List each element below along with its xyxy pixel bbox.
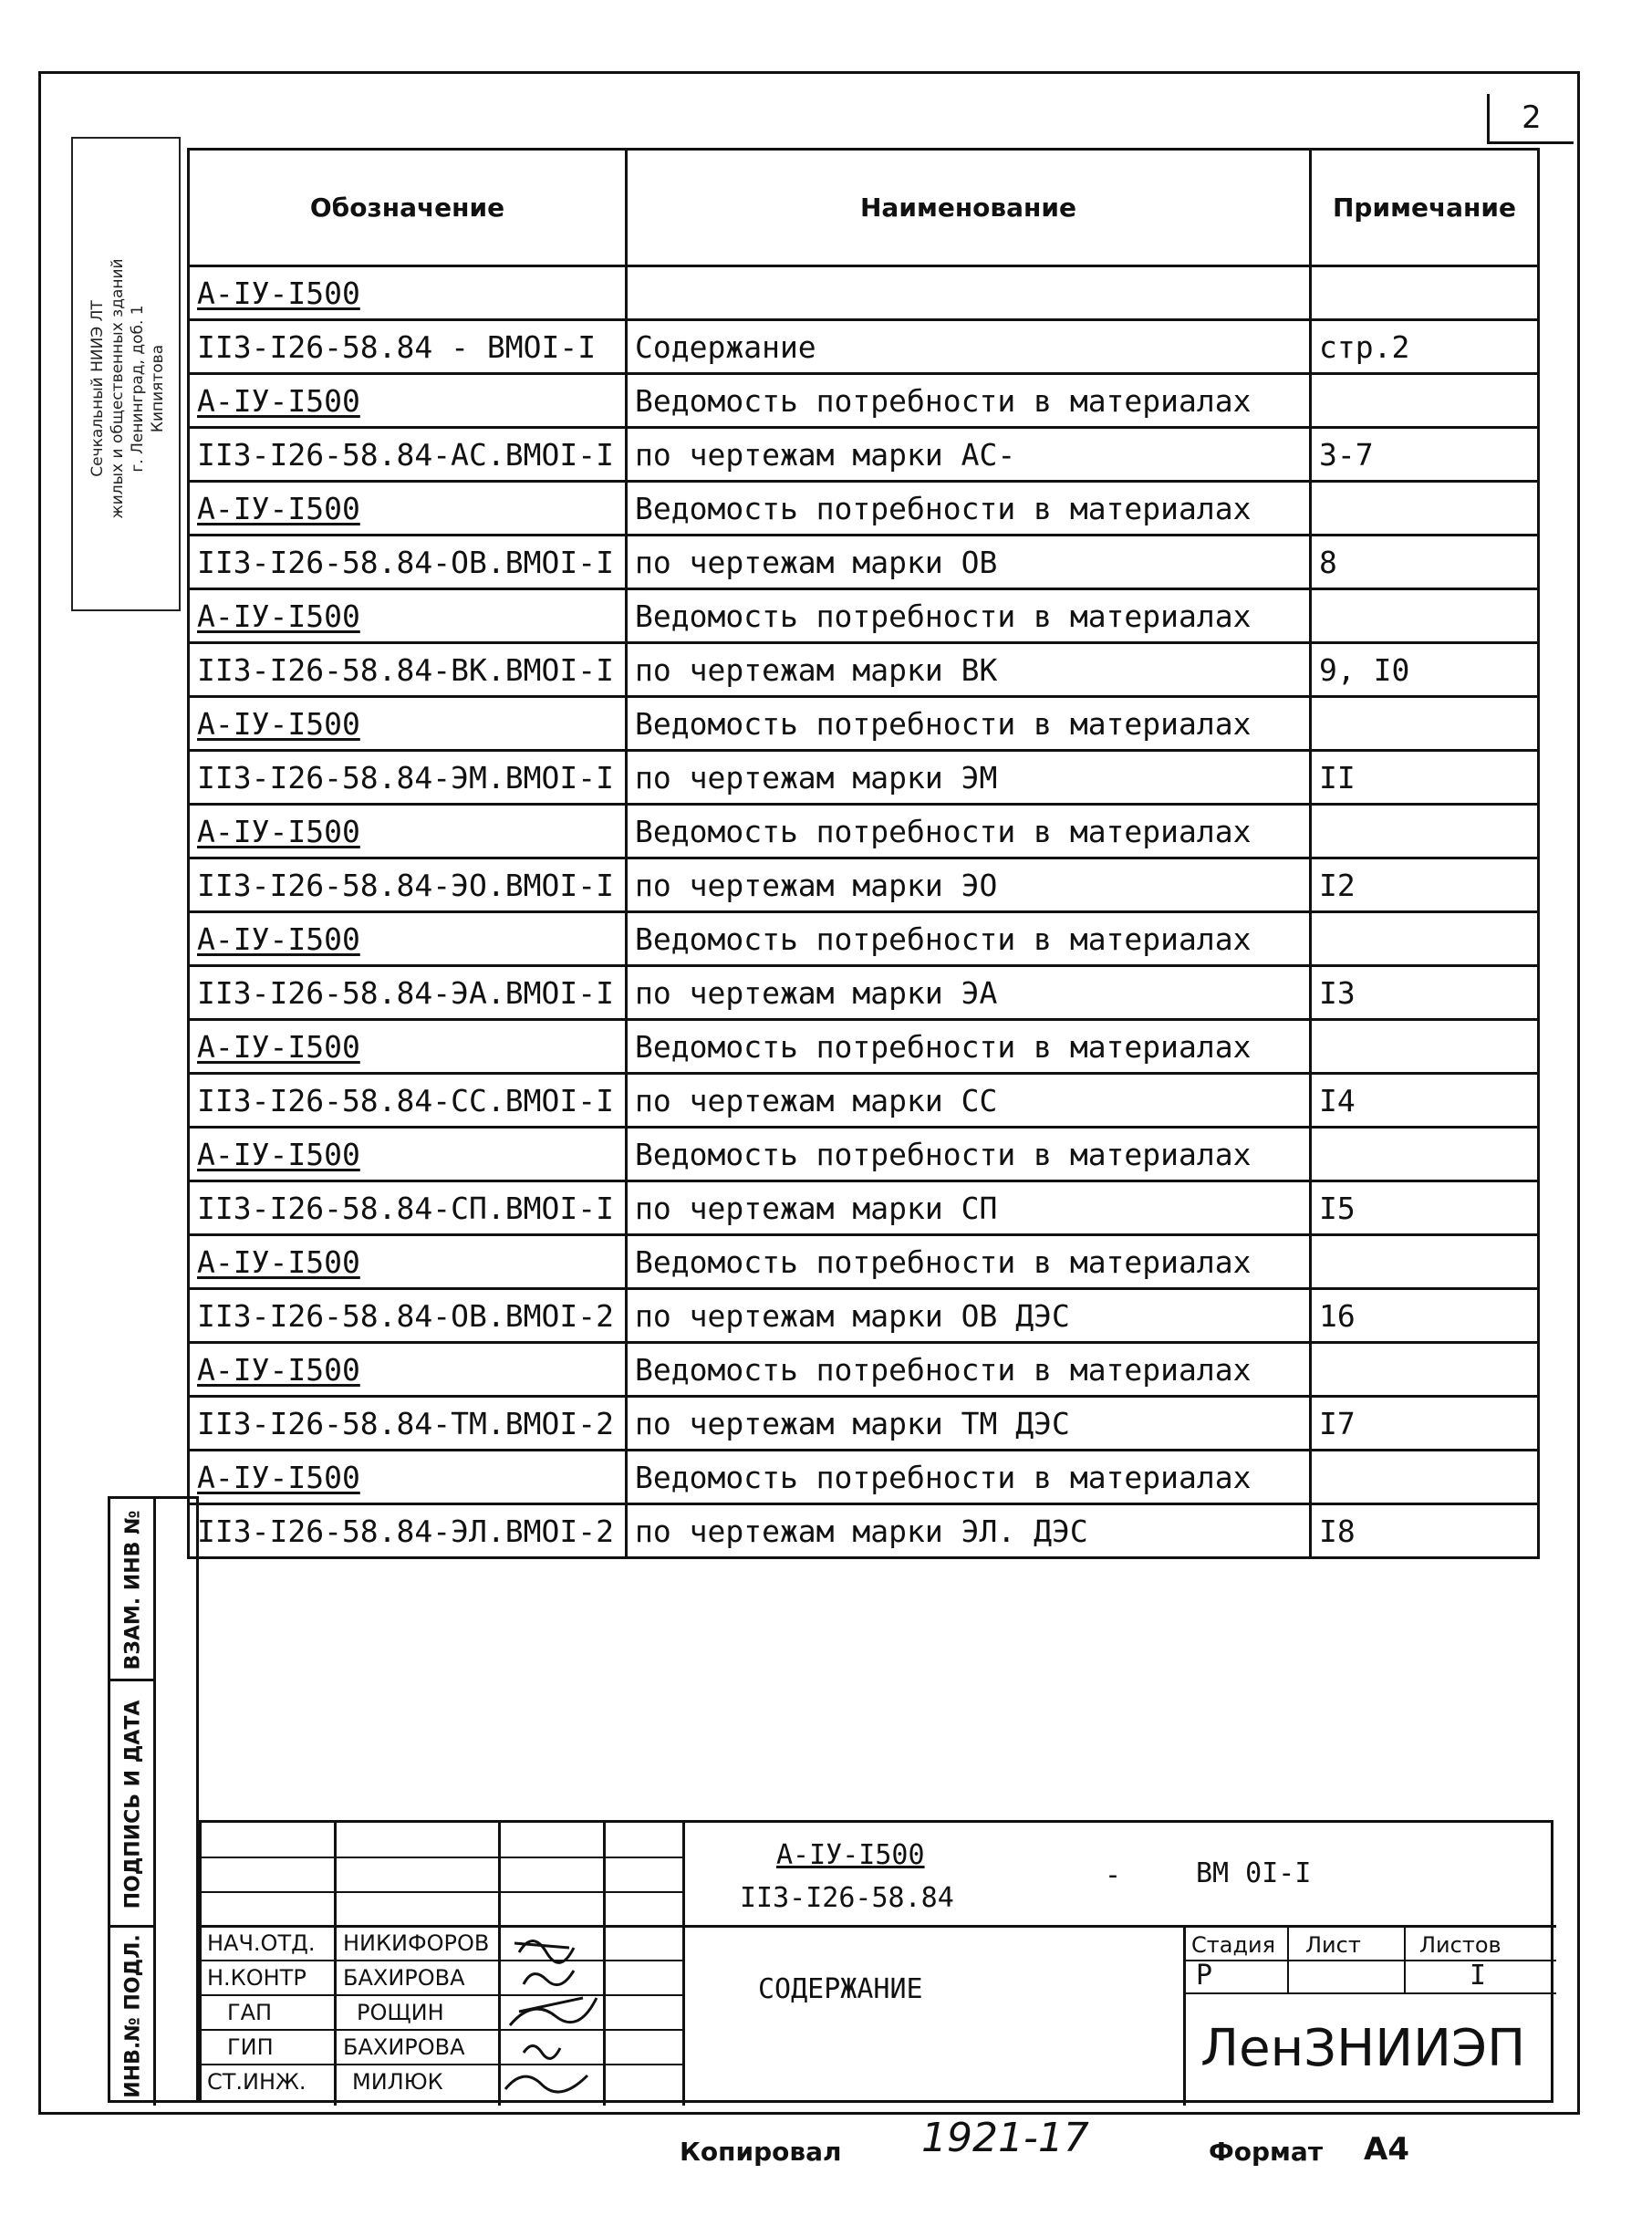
row-code-text: А-IУ-I500: [197, 705, 360, 742]
person-name: НИКИФОРОВ: [343, 1930, 490, 1956]
tb-dash: -: [1105, 1859, 1122, 1891]
row-name-text: по чертежам марки СС: [635, 1082, 998, 1118]
table-row: [189, 1235, 1539, 1289]
row-code: [189, 805, 627, 858]
row-code: [189, 1451, 627, 1504]
tb-sheet-label: Лист: [1305, 1932, 1361, 1958]
tb-sheets-label: Листов: [1419, 1932, 1501, 1958]
header-designation: Обозначение: [189, 150, 627, 266]
row-name-text: по чертежам марки СП: [635, 1190, 998, 1226]
row-code-text: А-IУ-I500: [197, 813, 360, 849]
role-label: НАЧ.ОТД.: [207, 1930, 316, 1956]
table-row: [189, 966, 1539, 1020]
tb-stage-value: Р: [1196, 1960, 1213, 1992]
row-code: [189, 482, 627, 536]
row-code: [189, 858, 627, 912]
row-code-text: А-IУ-I500: [197, 1243, 360, 1280]
format-label: Формат: [1209, 2137, 1324, 2167]
row-note: [1311, 1397, 1539, 1451]
row-name: [627, 643, 1311, 697]
row-name-text: по чертежам марки АС-: [635, 436, 1016, 473]
row-name-text: Ведомость потребности в материалах: [635, 1459, 1252, 1495]
table-row: [189, 374, 1539, 428]
table-row: [189, 536, 1539, 589]
row-note: [1311, 1020, 1539, 1074]
row-name-text: Ведомость потребности в материалах: [635, 1136, 1252, 1172]
row-code: [189, 428, 627, 482]
row-note-text: 9, I0: [1319, 651, 1410, 688]
table-row: [189, 266, 1539, 320]
table-row: [189, 1181, 1539, 1235]
row-name: [627, 266, 1311, 320]
row-code: [189, 1343, 627, 1397]
table-row: [189, 1451, 1539, 1504]
row-code-text: А-IУ-I500: [197, 275, 360, 311]
row-code-text: А-IУ-I500: [197, 1136, 360, 1172]
row-name-text: по чертежам марки ВК: [635, 651, 998, 688]
person-name: РОЩИН: [357, 2000, 444, 2025]
row-name: [627, 1235, 1311, 1289]
org-name: ЛенЗНИИЭП: [1200, 2019, 1526, 2078]
row-name-text: по чертежам марки ЭЛ. ДЭС: [635, 1513, 1088, 1549]
row-note: [1311, 1181, 1539, 1235]
row-name-text: Ведомость потребности в материалах: [635, 1028, 1252, 1065]
row-name: [627, 1289, 1311, 1343]
signature-mark: [505, 2075, 587, 2092]
row-code-text: А-IУ-I500: [197, 1459, 360, 1495]
archive-stamp: [71, 137, 181, 611]
row-note-text: I7: [1319, 1405, 1356, 1441]
row-name-text: по чертежам марки ОВ ДЭС: [635, 1297, 1070, 1334]
table-row: [189, 697, 1539, 751]
row-note-text: II: [1319, 759, 1356, 796]
row-name-text: Ведомость потребности в материалах: [635, 598, 1252, 634]
row-note: [1311, 320, 1539, 374]
tb-title: СОДЕРЖАНИЕ: [758, 1973, 923, 2005]
row-name: [627, 589, 1311, 643]
row-note-text: I5: [1319, 1190, 1356, 1226]
row-name: [627, 751, 1311, 805]
row-name-text: по чертежам марки ЭО: [635, 867, 998, 903]
row-code: [189, 697, 627, 751]
row-code: [189, 751, 627, 805]
row-code: [189, 1128, 627, 1181]
handwritten-number: 1921-17: [921, 2115, 1089, 2161]
row-code-text: II3-I26-58.84-BK.BMOI-I: [197, 651, 614, 688]
table-row: [189, 643, 1539, 697]
row-name: [627, 858, 1311, 912]
row-code: [189, 266, 627, 320]
row-code-text: А-IУ-I500: [197, 598, 360, 634]
row-note-text: I4: [1319, 1082, 1356, 1118]
row-code-text: А-IУ-I500: [197, 921, 360, 957]
row-name: [627, 1020, 1311, 1074]
row-code-text: А-IУ-I500: [197, 1351, 360, 1388]
table-row: [189, 1504, 1539, 1558]
row-code-text: II3-I26-58.84-ЭЛ.BMOI-2: [197, 1513, 614, 1549]
table-row: [189, 1289, 1539, 1343]
role-label: Н.КОНТР: [207, 1965, 307, 1991]
row-note: [1311, 266, 1539, 320]
sheet-number: 2: [1487, 94, 1574, 144]
row-note-text: 3-7: [1319, 436, 1374, 473]
row-note-text: I8: [1319, 1513, 1356, 1549]
row-note: [1311, 805, 1539, 858]
row-note-text: 8: [1319, 544, 1337, 580]
row-code: [189, 1181, 627, 1235]
row-code: [189, 589, 627, 643]
table-row: [189, 1020, 1539, 1074]
row-code-text: II3-I26-58.84-TM.BMOI-2: [197, 1405, 614, 1441]
row-name: [627, 428, 1311, 482]
row-note: [1311, 536, 1539, 589]
row-code-text: II3-I26-58.84-CC.BMOI-I: [197, 1082, 614, 1118]
tb-doc-mark: ВМ 0I-I: [1196, 1857, 1312, 1889]
row-code-text: II3-I26-58.84-АС.ВМОI-I: [197, 436, 614, 473]
row-note: [1311, 1343, 1539, 1397]
stamp-line: г. Ленинград, доб. 1: [129, 305, 147, 473]
strip-label-signature: ПОДПИСЬ И ДАТА: [121, 1700, 145, 1909]
row-code: [189, 966, 627, 1020]
table-row: [189, 1074, 1539, 1128]
table-row: [189, 589, 1539, 643]
stamp-line: Сечкальный НИИЭ ЛТ: [88, 300, 107, 477]
row-code: [189, 912, 627, 966]
row-name-text: Ведомость потребности в материалах: [635, 705, 1252, 742]
row-name-text: по чертежам марки ТМ ДЭС: [635, 1405, 1070, 1441]
row-note: [1311, 374, 1539, 428]
person-name: БАХИРОВА: [343, 2034, 465, 2060]
table-row: [189, 751, 1539, 805]
signature-mark: [510, 1998, 597, 2025]
row-note: [1311, 1074, 1539, 1128]
row-name: [627, 1504, 1311, 1558]
strip-label-inv: ИНВ.№ ПОДЛ.: [121, 1934, 145, 2098]
row-note-text: 16: [1319, 1297, 1356, 1334]
row-note: [1311, 858, 1539, 912]
row-note: [1311, 697, 1539, 751]
row-code: [189, 1074, 627, 1128]
table-row: [189, 320, 1539, 374]
header-note: Примечание: [1311, 150, 1539, 266]
row-name: [627, 1074, 1311, 1128]
row-note-text: I2: [1319, 867, 1356, 903]
row-code: [189, 320, 627, 374]
table-header-row: [189, 150, 1539, 266]
row-name: [627, 1343, 1311, 1397]
row-code-text: II3-I26-58.84-OB.BMOI-I: [197, 544, 614, 580]
row-code-text: А-IУ-I500: [197, 490, 360, 526]
role-label: ГИП: [227, 2034, 274, 2060]
row-name-text: Содержание: [635, 328, 816, 365]
row-name-text: Ведомость потребности в материалах: [635, 382, 1252, 419]
tb-code-bottom: II3-I26-58.84: [740, 1882, 954, 1914]
role-label: ГАП: [227, 2000, 273, 2025]
tb-code-top: А-IУ-I500: [776, 1839, 925, 1871]
row-code: [189, 1235, 627, 1289]
row-note: [1311, 589, 1539, 643]
row-name: [627, 536, 1311, 589]
row-name: [627, 805, 1311, 858]
row-name: [627, 1128, 1311, 1181]
row-code: [189, 1289, 627, 1343]
row-note-text: I3: [1319, 974, 1356, 1011]
row-code: [189, 1397, 627, 1451]
row-code-text: А-IУ-I500: [197, 1028, 360, 1065]
person-name: МИЛЮК: [352, 2069, 443, 2095]
row-name: [627, 482, 1311, 536]
row-name-text: Ведомость потребности в материалах: [635, 921, 1252, 957]
row-note: [1311, 966, 1539, 1020]
row-note: [1311, 428, 1539, 482]
row-name: [627, 1181, 1311, 1235]
row-code-text: II3-I26-58.84-СП.BMOI-I: [197, 1190, 614, 1226]
row-code-text: II3-I26-58.84-OB.BMOI-2: [197, 1297, 614, 1334]
row-note: [1311, 1289, 1539, 1343]
row-note: [1311, 482, 1539, 536]
row-note: [1311, 1235, 1539, 1289]
row-code: [189, 643, 627, 697]
row-note: [1311, 912, 1539, 966]
row-name: [627, 320, 1311, 374]
row-name-text: Ведомость потребности в материалах: [635, 813, 1252, 849]
row-name-text: Ведомость потребности в материалах: [635, 1351, 1252, 1388]
copied-label: Копировал: [680, 2137, 842, 2167]
strip-label-replaces: ВЗАМ. ИНВ №: [121, 1510, 145, 1670]
role-label: СТ.ИНЖ.: [207, 2069, 307, 2095]
row-name-text: Ведомость потребности в материалах: [635, 490, 1252, 526]
row-name: [627, 697, 1311, 751]
tb-sheets-value: I: [1470, 1960, 1487, 1992]
row-note: [1311, 1451, 1539, 1504]
stamp-line: Кипиятова: [149, 344, 167, 433]
row-name-text: по чертежам марки ЭА: [635, 974, 998, 1011]
tb-stage-label: Стадия: [1191, 1932, 1276, 1958]
left-strip: [108, 1496, 199, 2103]
row-note: [1311, 643, 1539, 697]
signature-mark: [524, 1971, 574, 1985]
table-row: [189, 428, 1539, 482]
table-row: [189, 482, 1539, 536]
row-code-text: II3-I26-58.84-ЭМ.BMOI-I: [197, 759, 614, 796]
row-note-text: стр.2: [1319, 328, 1410, 365]
row-code-text: А-IУ-I500: [197, 382, 360, 419]
table-row: [189, 912, 1539, 966]
row-code: [189, 1504, 627, 1558]
row-code: [189, 536, 627, 589]
row-name: [627, 912, 1311, 966]
row-code: [189, 1020, 627, 1074]
signatures: [501, 1925, 603, 2106]
header-name: Наименование: [627, 150, 1311, 266]
row-name: [627, 374, 1311, 428]
row-name: [627, 966, 1311, 1020]
row-name-text: по чертежам марки ЭМ: [635, 759, 998, 796]
person-name: БАХИРОВА: [343, 1965, 465, 1991]
row-name: [627, 1397, 1311, 1451]
table-row: [189, 805, 1539, 858]
format-value: А4: [1364, 2131, 1409, 2168]
row-code-text: II3-I26-58.84-ЭА.BMOI-I: [197, 974, 614, 1011]
row-name-text: Ведомость потребности в материалах: [635, 1243, 1252, 1280]
row-note: [1311, 1504, 1539, 1558]
table-row: [189, 1343, 1539, 1397]
table-row: [189, 1397, 1539, 1451]
signature-mark: [524, 2046, 560, 2059]
contents-table: [187, 148, 1540, 1559]
row-code-text: II3-I26-58.84 - BMOI-I: [197, 328, 597, 365]
row-note: [1311, 1128, 1539, 1181]
row-name-text: по чертежам марки ОВ: [635, 544, 998, 580]
signature-mark: [514, 1941, 574, 1963]
table-row: [189, 858, 1539, 912]
stamp-line: жилых и общественных зданий: [109, 258, 127, 519]
row-name: [627, 1451, 1311, 1504]
row-code-text: II3-I26-58.84-ЭО.BMOI-I: [197, 867, 614, 903]
row-code: [189, 374, 627, 428]
row-note: [1311, 751, 1539, 805]
title-block: [199, 1820, 1553, 2103]
table-row: [189, 1128, 1539, 1181]
